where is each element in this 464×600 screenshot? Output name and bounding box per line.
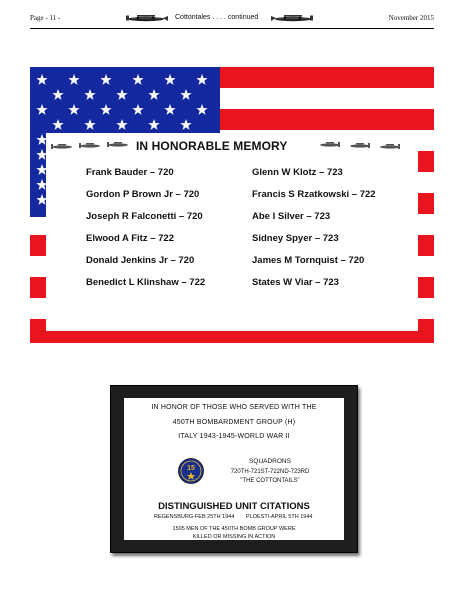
plaque-heading-line: ITALY 1943-1945-WORLD WAR II bbox=[178, 433, 290, 440]
memorial-name-left: Frank Bauder – 720 bbox=[86, 167, 174, 178]
memorial-name-left: Gordon P Brown Jr – 720 bbox=[86, 189, 200, 200]
page-number: Page - 11 - bbox=[30, 14, 61, 22]
citations-title: DISTINGUISHED UNIT CITATIONS bbox=[158, 501, 310, 512]
header-title-group bbox=[123, 9, 323, 27]
fifteenth-air-force-emblem-icon bbox=[178, 458, 204, 484]
bomber-planes-icon bbox=[316, 139, 408, 153]
plaque-heading-line: IN HONOR OF THOSE WHO SERVED WITH THE bbox=[151, 404, 317, 411]
group-nickname: "THE COTTONTAILS" bbox=[240, 478, 300, 484]
plaque-face bbox=[124, 398, 344, 540]
squadrons-list: 720TH-721ST-722ND-723RD bbox=[230, 469, 310, 475]
header-title: Cottontales . . . . continued bbox=[175, 14, 259, 21]
header-divider bbox=[30, 28, 434, 29]
american-flag-panel bbox=[30, 67, 434, 343]
memorial-name-right: Abe I Silver – 723 bbox=[252, 211, 331, 222]
memorial-name-left: Benedict L Klinshaw – 722 bbox=[86, 277, 206, 288]
bomber-plane-icon bbox=[270, 10, 316, 26]
memorial-name-left: Donald Jenkins Jr – 720 bbox=[86, 255, 195, 266]
citation-regensburg: REGENSBURG-FEB 25TH 1944 bbox=[154, 514, 235, 520]
memorial-name-right: Francis S Rzatkowski – 722 bbox=[252, 189, 376, 200]
memorial-title: IN HONORABLE MEMORY bbox=[136, 139, 288, 153]
memorial-name-right: James M Tornquist – 720 bbox=[252, 255, 365, 266]
bomber-planes-icon bbox=[50, 139, 134, 153]
casualty-line: 1505 MEN OF THE 450TH BOMB GROUP WERE bbox=[172, 526, 296, 532]
issue-date: November 2015 bbox=[388, 14, 434, 22]
memorial-name-right: Sidney Spyer – 723 bbox=[252, 233, 339, 244]
memorial-plaque bbox=[110, 385, 358, 553]
bomber-plane-icon bbox=[123, 10, 169, 26]
memorial-name-right: States W Viar – 723 bbox=[252, 277, 339, 288]
memorial-name-left: Elwood A Fitz – 722 bbox=[86, 233, 174, 244]
squadrons-title: SQUADRONS bbox=[249, 458, 291, 465]
page-header bbox=[30, 8, 434, 30]
citation-ploesti: PLOESTI-APRIL 5TH 1944 bbox=[246, 514, 313, 520]
casualty-line: KILLED OR MISSING IN ACTION bbox=[192, 534, 276, 540]
emblem-number: 15 bbox=[187, 465, 195, 472]
memorial-name-right: Glenn W Klotz – 723 bbox=[252, 167, 343, 178]
memorial-name-left: Joseph R Falconetti – 720 bbox=[86, 211, 203, 222]
memorial-panel bbox=[46, 133, 418, 331]
plaque-heading-line: 450TH BOMBARDMENT GROUP (H) bbox=[172, 419, 296, 426]
